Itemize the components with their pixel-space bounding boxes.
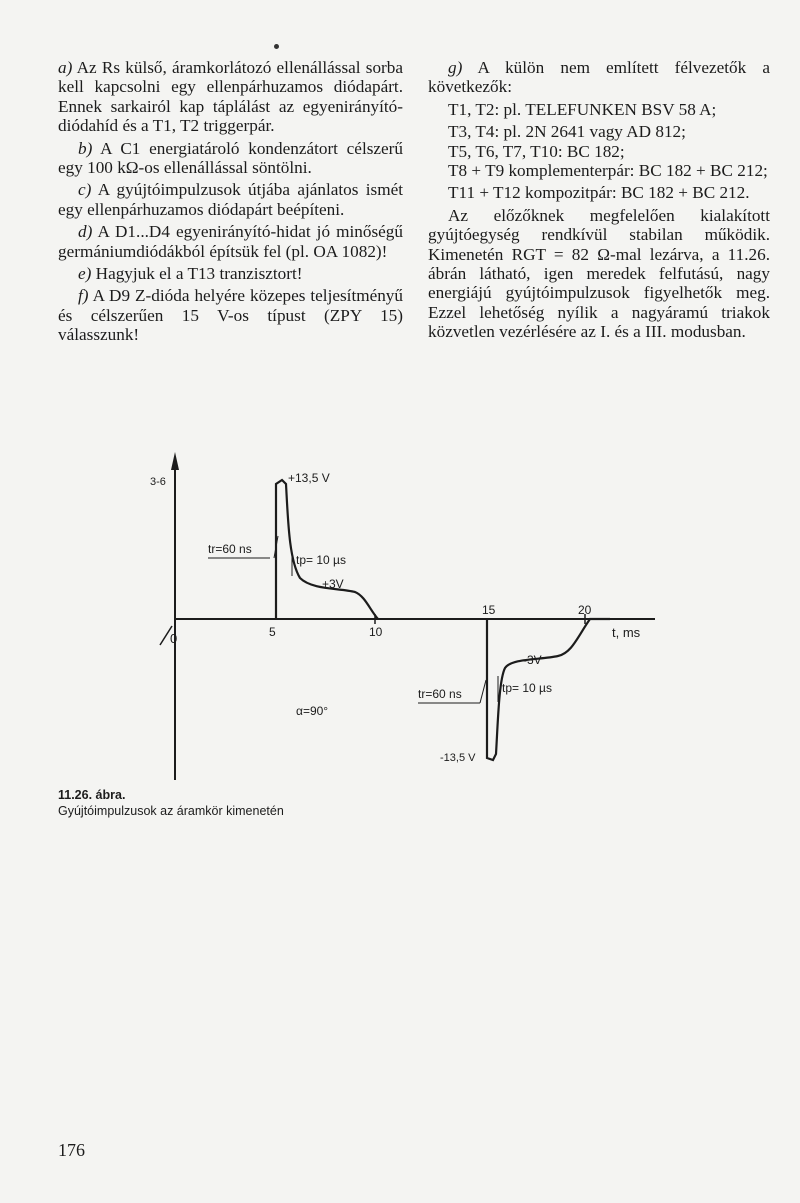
y-axis-arrow — [171, 452, 179, 470]
right-column — [428, 58, 770, 342]
tick-label-20: 20 — [578, 603, 592, 617]
tr-pos-label: tr=60 ns — [208, 542, 252, 556]
tp-pos-label: tp= 10 µs — [296, 553, 346, 567]
paragraph-a: a) Az Rs külső, áramkorlátozó ellenállással sorba kell kapcsolni egy ellenpárhuzamos diódapárt. Ennek sarkairól kap táplálást az egyenirányító-diódahíd és a T1, T2 triggerpár. — [58, 58, 403, 136]
tp-neg-label: tp= 10 µs — [502, 681, 552, 695]
y-axis-label: 3-6 — [150, 476, 166, 488]
tr-neg-leader — [480, 680, 486, 703]
semiconductor-line-1: T1, T2: pl. TELEFUNKEN BSV 58 A; — [448, 99, 717, 119]
semiconductor-line-5: T11 + T12 kompozitpár: BC 182 + BC 212. — [448, 183, 750, 203]
paragraph-b: b) A C1 energiatároló kondenzátort célszerű egy 100 kΩ-os ellenállással söntölni. — [58, 138, 403, 178]
tick-label-5: 5 — [269, 625, 276, 639]
semiconductor-line-3: T5, T6, T7, T10: BC 182; — [448, 141, 625, 161]
plateau-neg-label: -3V — [523, 653, 542, 667]
tr-neg-label: tr=60 ns — [418, 687, 462, 701]
paragraph-d: d) A D1...D4 egyenirányító-hidat jó minőségű germániumdiódákból építsük fel (pl. OA 1082)! — [58, 222, 403, 261]
paragraph-c: c) A gyújtóimpulzusok útjába ajánlatos ismét egy ellenpárhuzamos diódapárt beépíteni. — [58, 180, 403, 219]
alpha-label: α=90° — [296, 704, 329, 718]
peak-pos-label: +13,5 V — [288, 471, 330, 485]
paragraph-f: f) A D9 Z-dióda helyére közepes teljesítményű és célszerűen 15 V-os típust (ZPY 15) válasszunk! — [58, 286, 403, 345]
semiconductor-line-2: T3, T4: pl. 2N 2641 vagy AD 812; — [448, 122, 686, 142]
paragraph-e: e) Hagyjuk el a T13 tranzisztort! — [78, 264, 303, 284]
summary-paragraph: Az előzőknek megfelelően kialakított gyújtóegység rendkívül stabilan működik. Kimenetén RGT = 82 Ω-mal lezárva, a 11.26. ábrán látható, igen meredek felfutású, nagy energiájú gyújtóimpulzusok figyelhetők meg. Ezzel lehetőség nyílik a nagyáramú triakok közvetlen vezérlésére az I. és a III. modusban. — [428, 205, 770, 342]
page-number: 176 — [58, 1140, 85, 1160]
printer-dot — [274, 44, 279, 49]
origin-label: 0 — [170, 631, 178, 646]
pulse-waveform-figure — [0, 440, 800, 785]
peak-neg-label: -13,5 V — [440, 752, 476, 764]
tick-label-15: 15 — [482, 603, 496, 617]
semiconductor-line-4: T8 + T9 komplementerpár: BC 182 + BC 212; — [448, 161, 768, 181]
caption-number: 11.26. ábra. — [58, 788, 126, 802]
x-axis-label: t, ms — [612, 625, 641, 640]
plateau-pos-label: +3V — [322, 577, 344, 591]
caption-text: Gyújtóimpulzusok az áramkör kimenetén — [58, 804, 284, 818]
tick-label-10: 10 — [369, 625, 383, 639]
left-column — [58, 58, 403, 345]
figure-caption — [58, 787, 478, 819]
positive-pulse — [276, 480, 378, 619]
paragraph-g: g) A külön nem említett félvezetők a következők: — [428, 58, 770, 97]
